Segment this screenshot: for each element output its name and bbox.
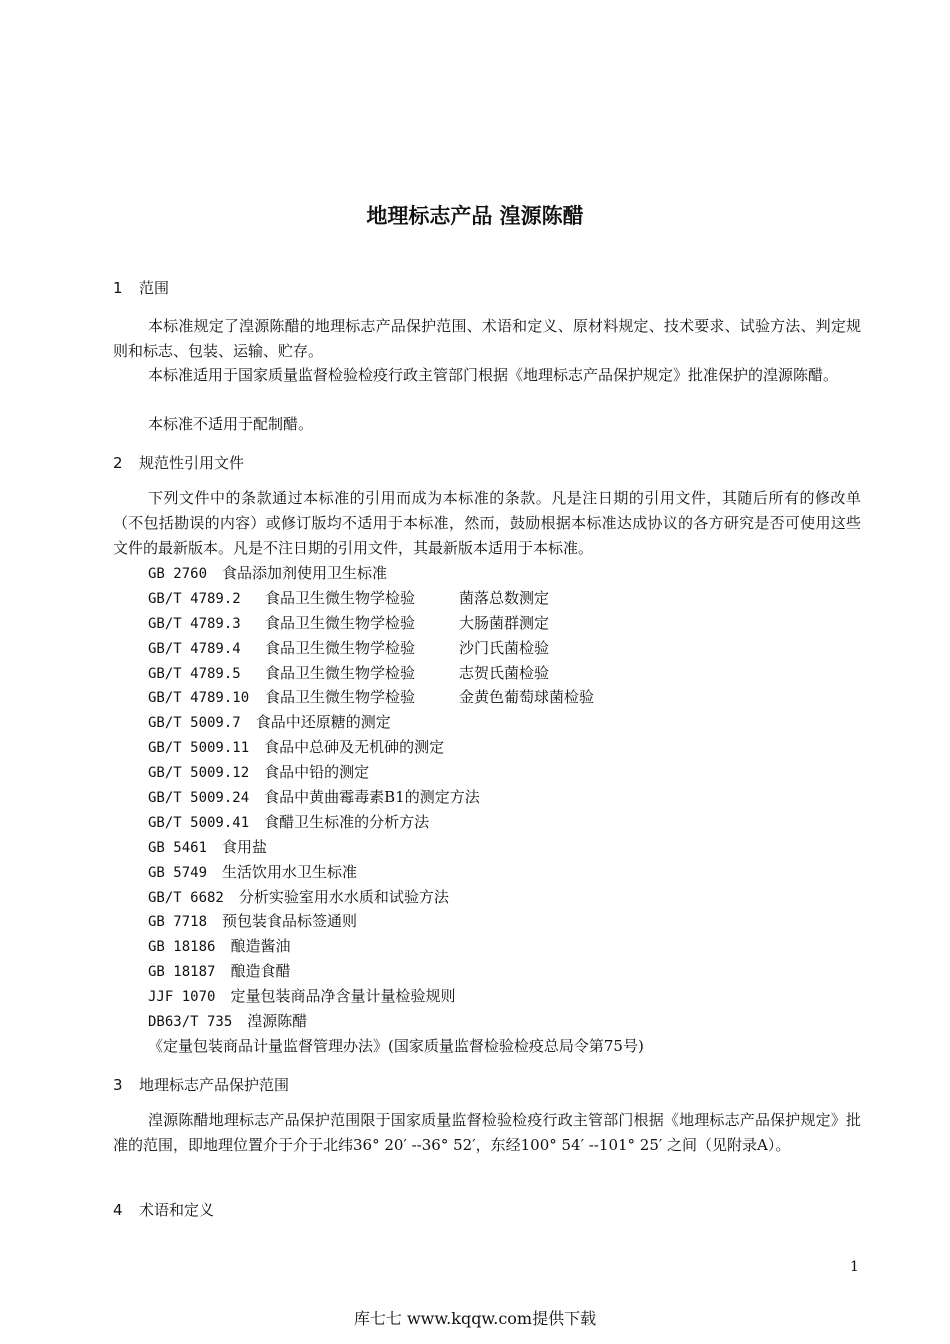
reference-item	[148, 909, 644, 934]
reference-item	[148, 760, 644, 785]
reference-code: GB/T 4789.3	[148, 615, 241, 632]
paragraph: 本标准适用于国家质量监督检验检疫行政主管部门根据《地理标志产品保护规定》批准保护的湟源陈醋。	[148, 366, 839, 384]
reference-subtitle: 菌落总数测定	[459, 588, 550, 607]
reference-item	[148, 561, 644, 586]
reference-title: 食品中还原糖的测定	[255, 713, 391, 732]
reference-code: GB/T 5009.11	[148, 740, 250, 757]
reference-title: 定量包装商品净含量计量检验规则	[230, 987, 456, 1006]
reference-item	[148, 860, 644, 885]
section-title: 术语和定义	[139, 1201, 215, 1219]
reference-code: GB/T 4789.2	[148, 590, 241, 607]
section-2-heading	[113, 452, 244, 473]
reference-code: JJF 1070	[148, 989, 216, 1006]
section-4-heading	[113, 1199, 214, 1220]
reference-code: GB/T 6682	[148, 889, 224, 906]
reference-code: GB 7718	[148, 914, 208, 931]
section-title: 地理标志产品保护范围	[139, 1076, 290, 1094]
footer-watermark: 库七七 www.kqqw.com提供下载	[353, 1309, 597, 1328]
reference-code: GB/T 4789.5	[148, 665, 241, 682]
reference-subtitle: 金黄色葡萄球菌检验	[459, 688, 595, 707]
reference-code: GB/T 5009.7	[148, 715, 241, 732]
reference-code: GB 18187	[148, 964, 216, 981]
reference-code: GB/T 4789.10	[148, 690, 250, 707]
reference-item	[148, 810, 644, 835]
paragraph: 本标准规定了湟源陈醋的地理标志产品保护范围、术语和定义、原材料规定、技术要求、试验方法、判定规则和标志、包装、运输、贮存。	[113, 317, 861, 360]
paragraph: 下列文件中的条款通过本标准的引用而成为本标准的条款。凡是注日期的引用文件，其随后所有的修改单（不包括勘误的内容）或修订版均不适用于本标准，然而，鼓励根据本标准达成协议的各方研究是否可使用这些文件的最新版本。凡是不注日期的引用文件，其最新版本适用于本标准。	[113, 489, 861, 557]
reference-code: GB 18186	[148, 939, 216, 956]
reference-item	[148, 1009, 644, 1034]
section-number: 1	[113, 279, 123, 297]
section-number: 4	[113, 1201, 123, 1219]
reference-item	[148, 835, 644, 860]
reference-subtitle: 志贺氏菌检验	[459, 663, 550, 682]
reference-item	[148, 959, 644, 984]
reference-title: 食品添加剂使用卫生标准	[222, 564, 388, 582]
section-1-heading	[113, 277, 169, 298]
reference-item	[148, 735, 644, 760]
reference-code: GB 5461	[148, 839, 208, 856]
paragraph: 本标准不适用于配制醋。	[148, 415, 314, 433]
reference-title: 食品卫生微生物学检验	[265, 588, 416, 607]
section-3-heading	[113, 1074, 289, 1095]
reference-code: GB/T 5009.24	[148, 790, 250, 807]
reference-title: 分析实验室用水水质和试验方法	[238, 887, 449, 906]
reference-item	[148, 710, 644, 735]
reference-item	[148, 636, 644, 661]
reference-item	[148, 685, 644, 710]
reference-subtitle: 沙门氏菌检验	[459, 638, 550, 657]
reference-item	[148, 661, 644, 686]
section-number: 2	[113, 454, 123, 472]
reference-title: 食品卫生微生物学检验	[265, 663, 416, 682]
reference-title: 食品卫生微生物学检验	[265, 638, 416, 657]
reference-item	[148, 785, 644, 810]
page-number: 1	[850, 1259, 859, 1275]
paragraph: 湟源陈醋地理标志产品保护范围限于国家质量监督检验检疫行政主管部门根据《地理标志产品保护规定》批准的范围，即地理位置介于介于北纬36° 20′ --36° 52′，东经100° 54′ --101° 25′ 之间（见附录A）。	[113, 1111, 861, 1154]
section-number: 3	[113, 1076, 123, 1094]
reference-code: GB/T 5009.12	[148, 765, 250, 782]
reference-title: 酿造酱油	[230, 937, 291, 956]
reference-title: 食品中总砷及无机砷的测定	[264, 738, 445, 757]
reference-title: 食品卫生微生物学检验	[265, 613, 416, 632]
reference-code: GB/T 5009.41	[148, 814, 250, 831]
reference-subtitle: 大肠菌群测定	[459, 613, 550, 632]
reference-item	[148, 934, 644, 959]
reference-title: 食醋卫生标准的分析方法	[264, 812, 430, 831]
reference-list	[148, 561, 644, 1059]
section-title: 范围	[139, 279, 170, 297]
reference-item	[148, 586, 644, 611]
reference-title: 湟源陈醋	[247, 1012, 308, 1031]
reference-code: GB 5749	[148, 864, 208, 881]
reference-item	[148, 1034, 644, 1059]
reference-code: DB63/T 735	[148, 1014, 233, 1031]
reference-title: 酿造食醋	[230, 962, 291, 981]
reference-item	[148, 885, 644, 910]
reference-title: 食用盐	[222, 837, 268, 856]
section-title: 规范性引用文件	[139, 454, 245, 472]
reference-title: 食品卫生微生物学检验	[265, 688, 416, 707]
reference-item	[148, 984, 644, 1009]
reference-title: 食品中铅的测定	[264, 763, 370, 782]
reference-title: 食品中黄曲霉毒素B1的测定方法	[264, 788, 480, 807]
reference-code: GB/T 4789.4	[148, 640, 241, 657]
reference-title: 生活饮用水卫生标准	[222, 862, 358, 881]
reference-title: 《定量包装商品计量监督管理办法》(国家质量监督检验检疫总局令第75号)	[148, 1036, 644, 1055]
reference-code: GB 2760	[148, 566, 208, 582]
reference-title: 预包装食品标签通则	[222, 912, 358, 931]
document-title: 地理标志产品 湟源陈醋	[366, 204, 584, 228]
reference-item	[148, 611, 644, 636]
